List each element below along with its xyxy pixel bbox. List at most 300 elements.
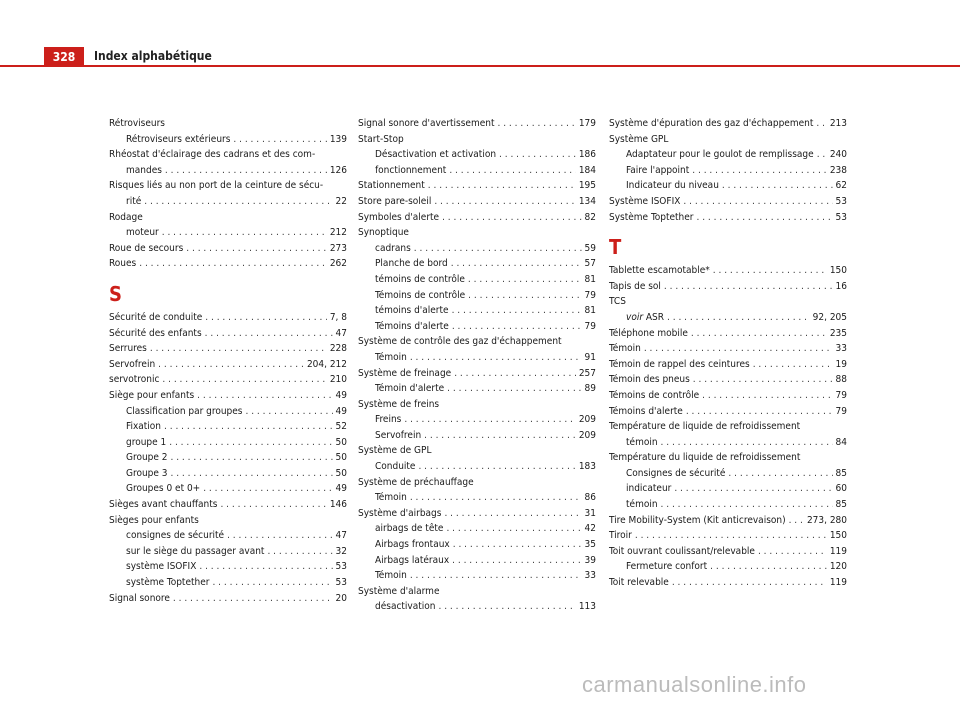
entry-page: 60 xyxy=(835,483,847,495)
watermark: carmanualsonline.info xyxy=(582,672,807,697)
index-entry xyxy=(358,116,596,132)
index-subentry xyxy=(109,419,347,435)
entry-term: témoin xyxy=(626,499,658,511)
entry-term: Sécurité de conduite xyxy=(109,311,203,323)
index-heading: Système de contrôle des gaz d'échappement xyxy=(358,336,562,348)
entry-term: témoin xyxy=(626,436,658,448)
entry-page: 81 xyxy=(584,273,596,285)
dot-leader xyxy=(446,521,581,537)
entry-term: Symboles d'alerte xyxy=(358,211,440,223)
index-heading: Risques liés au non port de la ceinture de sécu- xyxy=(109,180,324,192)
index-subentry xyxy=(358,459,596,475)
dot-leader xyxy=(710,559,827,575)
dot-leader xyxy=(753,357,833,373)
index-entry xyxy=(109,256,347,272)
dot-leader xyxy=(468,272,582,288)
entry-term: Toit relevable xyxy=(609,577,669,589)
entry-page: 47 xyxy=(335,530,347,542)
index-subentry xyxy=(109,559,347,575)
index-entry xyxy=(609,279,847,295)
entry-page: 85 xyxy=(835,467,847,479)
index-entry xyxy=(109,357,347,373)
entry-page: 150 xyxy=(829,265,847,277)
index-entry xyxy=(609,210,847,226)
entry-page: 39 xyxy=(584,554,596,566)
entry-term: Tiroir xyxy=(609,530,632,542)
entry-page: 92, 205 xyxy=(812,311,847,323)
entry-term: Classification par groupes xyxy=(126,405,243,417)
dot-leader xyxy=(683,194,832,210)
entry-term: Faire l'appoint xyxy=(626,164,690,176)
index-subentry xyxy=(358,381,596,397)
index-subentry xyxy=(109,163,347,179)
index-subentry xyxy=(109,466,347,482)
dot-leader xyxy=(227,528,332,544)
entry-term: mandes xyxy=(126,164,162,176)
index-subentry xyxy=(358,599,596,615)
dot-leader xyxy=(186,241,327,257)
index-entry xyxy=(109,388,347,404)
dot-leader xyxy=(758,544,827,560)
index-subentry xyxy=(609,178,847,194)
index-subentry xyxy=(358,412,596,428)
index-subentry xyxy=(109,404,347,420)
entry-page: 57 xyxy=(584,258,596,270)
entry-page: 212 xyxy=(329,227,347,239)
dot-leader xyxy=(205,326,333,342)
entry-term: système ISOFIX xyxy=(126,561,197,573)
entry-page: 53 xyxy=(835,195,847,207)
index-entry xyxy=(358,178,596,194)
entry-page: 139 xyxy=(329,133,347,145)
index-entry xyxy=(609,388,847,404)
entry-page: 213 xyxy=(829,118,847,129)
index-entry xyxy=(109,372,347,388)
section-letter: S xyxy=(109,281,122,306)
index-subentry xyxy=(358,521,596,537)
index-heading: Rodage xyxy=(109,211,143,223)
entry-term: Signal sonore xyxy=(109,592,170,604)
dot-leader xyxy=(246,404,333,420)
dot-leader xyxy=(233,132,326,148)
dot-leader xyxy=(414,241,582,257)
index-subentry xyxy=(358,537,596,553)
index-subentry xyxy=(609,497,847,513)
dot-leader xyxy=(144,194,332,210)
index-subentry xyxy=(609,559,847,575)
entry-page: 262 xyxy=(329,258,347,270)
dot-leader xyxy=(497,116,575,132)
index-heading: TCS xyxy=(609,296,626,308)
index-subentry xyxy=(358,350,596,366)
index-subentry xyxy=(358,428,596,444)
index-subentry xyxy=(109,225,347,241)
index-subentry xyxy=(609,466,847,482)
entry-page: 195 xyxy=(578,180,596,192)
entry-page: 91 xyxy=(584,351,596,363)
dot-leader xyxy=(686,404,833,420)
entry-page: 79 xyxy=(584,320,596,332)
dot-leader xyxy=(203,481,332,497)
index-heading: Température du liquide de refroidissement xyxy=(609,452,801,464)
entry-page: 238 xyxy=(829,164,847,176)
dot-leader xyxy=(499,147,576,163)
entry-page: 209 xyxy=(578,414,596,426)
entry-term: Consignes de sécurité xyxy=(626,467,726,479)
entry-term: Serrures xyxy=(109,343,147,355)
index-subentry xyxy=(109,544,347,560)
dot-leader xyxy=(220,497,326,513)
entry-term: Conduite xyxy=(375,461,416,473)
entry-page: 49 xyxy=(335,483,347,495)
entry-term: Témoin xyxy=(375,351,407,363)
dot-leader xyxy=(693,372,833,388)
index-entry xyxy=(609,194,847,210)
entry-page: 49 xyxy=(335,389,347,401)
entry-page: 16 xyxy=(835,280,847,292)
entry-page: 146 xyxy=(329,499,347,511)
entry-page: 183 xyxy=(578,461,596,473)
dot-leader xyxy=(454,366,576,382)
entry-page: 119 xyxy=(829,545,847,557)
entry-page: 89 xyxy=(584,383,596,395)
index-entry xyxy=(609,513,847,529)
entry-term: Témoin d'alerte xyxy=(375,383,445,395)
index-entry xyxy=(609,341,847,357)
dot-leader xyxy=(158,357,304,373)
entry-term: Rétroviseurs extérieurs xyxy=(126,133,231,145)
entry-term: groupe 1 xyxy=(126,436,167,448)
entry-term: Système Toptether xyxy=(609,211,694,223)
dot-leader xyxy=(162,372,326,388)
entry-page: 33 xyxy=(835,343,847,355)
entry-page: 22 xyxy=(335,195,347,207)
index-subentry xyxy=(609,310,847,326)
entry-page: 273 xyxy=(329,242,347,254)
entry-page: 50 xyxy=(335,452,347,464)
index-subentry xyxy=(358,163,596,179)
dot-leader xyxy=(816,116,826,132)
entry-page: 179 xyxy=(578,118,596,129)
entry-term: airbags de tête xyxy=(375,523,444,535)
entry-term: témoins de contrôle xyxy=(375,273,465,285)
entry-term: Signal sonore d'avertissement xyxy=(358,118,495,129)
entry-term: Témoins de contrôle xyxy=(375,289,466,301)
entry-term: Témoin xyxy=(375,570,407,582)
entry-page: 49 xyxy=(335,405,347,417)
entry-page: 257 xyxy=(578,367,596,379)
dot-leader xyxy=(212,575,332,591)
entry-page: 62 xyxy=(835,180,847,192)
entry-page: 47 xyxy=(335,327,347,339)
entry-term: voir ASR xyxy=(626,311,665,323)
entry-term: désactivation xyxy=(375,601,436,613)
entry-page: 235 xyxy=(829,327,847,339)
dot-leader xyxy=(439,599,576,615)
dot-leader xyxy=(468,288,581,304)
entry-term: cadrans xyxy=(375,242,411,254)
entry-term: sur le siège du passager avant xyxy=(126,545,265,557)
dot-leader xyxy=(451,256,582,272)
entry-page: 53 xyxy=(835,211,847,223)
dot-leader xyxy=(664,279,833,295)
index-heading: Système GPL xyxy=(609,133,669,145)
entry-page: 32 xyxy=(335,545,347,557)
index-subentry xyxy=(358,319,596,335)
entry-term: consignes de sécurité xyxy=(126,530,225,542)
dot-leader xyxy=(165,163,327,179)
entry-term: indicateur xyxy=(626,483,672,495)
entry-term: Système d'airbags xyxy=(358,507,442,519)
index-entry xyxy=(609,326,847,342)
entry-term: Indicateur du niveau xyxy=(626,180,719,192)
entry-page: 84 xyxy=(835,436,847,448)
dot-leader xyxy=(404,412,575,428)
dot-leader xyxy=(170,450,332,466)
dot-leader xyxy=(702,388,832,404)
index-entry xyxy=(109,116,347,132)
entry-term: Tablette escamotable* xyxy=(609,265,710,277)
entry-term: Fixation xyxy=(126,421,162,433)
entry-term: Sécurité des enfants xyxy=(109,327,202,339)
dot-leader xyxy=(453,537,582,553)
entry-page: 184 xyxy=(578,164,596,176)
entry-page: 20 xyxy=(335,592,347,604)
dot-leader xyxy=(661,497,833,513)
dot-leader xyxy=(667,310,810,326)
entry-term: Système d'épuration des gaz d'échappement xyxy=(609,118,814,129)
entry-page: 204, 212 xyxy=(306,358,347,370)
entry-page: 126 xyxy=(329,164,347,176)
index-entry xyxy=(609,372,847,388)
entry-page: 186 xyxy=(578,149,596,161)
dot-leader xyxy=(173,591,333,607)
index-heading: Système de GPL xyxy=(358,445,432,457)
entry-page: 81 xyxy=(584,305,596,317)
index-subentry xyxy=(109,435,347,451)
page-title: Index alphabétique xyxy=(94,49,212,63)
entry-term: Témoins d'alerte xyxy=(609,405,683,417)
dot-leader xyxy=(692,163,827,179)
index-entry xyxy=(358,210,596,226)
entry-page: 50 xyxy=(335,467,347,479)
index-entry xyxy=(609,116,847,132)
index-subentry xyxy=(109,132,347,148)
entry-term: Groupes 0 et 0+ xyxy=(126,483,201,495)
entry-page: 79 xyxy=(835,389,847,401)
entry-page: 120 xyxy=(829,561,847,573)
dot-leader xyxy=(410,490,582,506)
dot-leader xyxy=(722,178,833,194)
entry-page: 52 xyxy=(335,421,347,433)
index-subentry xyxy=(358,272,596,288)
entry-term: Roues xyxy=(109,258,137,270)
index-heading: Système d'alarme xyxy=(358,585,440,597)
entry-page: 79 xyxy=(584,289,596,301)
entry-term: Témoin des pneus xyxy=(609,374,690,386)
index-subentry xyxy=(109,194,347,210)
entry-page: 86 xyxy=(584,492,596,504)
page-number: 328 xyxy=(44,47,84,67)
dot-leader xyxy=(644,341,833,357)
dot-leader xyxy=(418,459,575,475)
dot-leader xyxy=(169,435,332,451)
index-subentry xyxy=(358,147,596,163)
index-subentry xyxy=(609,435,847,451)
entry-term: Témoin xyxy=(609,343,641,355)
entry-page: 31 xyxy=(584,507,596,519)
index-subentry xyxy=(609,147,847,163)
entry-page: 209 xyxy=(578,429,596,441)
index-entry xyxy=(609,263,847,279)
index-entry xyxy=(609,404,847,420)
dot-leader xyxy=(428,178,576,194)
entry-page: 240 xyxy=(829,149,847,161)
entry-page: 119 xyxy=(829,577,847,589)
entry-term: Sièges avant chauffants xyxy=(109,499,218,511)
entry-page: 59 xyxy=(584,242,596,254)
dot-leader xyxy=(442,210,581,226)
entry-term: Freins xyxy=(375,414,402,426)
entry-term: Système ISOFIX xyxy=(609,195,681,207)
index-subentry xyxy=(109,528,347,544)
entry-term: moteur xyxy=(126,227,159,239)
dot-leader xyxy=(691,326,827,342)
index-column-3 xyxy=(609,116,847,591)
entry-term: fonctionnement xyxy=(375,164,447,176)
index-subentry xyxy=(358,241,596,257)
index-entry xyxy=(358,194,596,210)
dot-leader xyxy=(674,481,832,497)
index-entry xyxy=(109,591,347,607)
entry-term: Témoin xyxy=(375,492,407,504)
entry-page: 42 xyxy=(584,523,596,535)
index-heading: Système de préchauffage xyxy=(358,476,474,488)
entry-term: Store pare-soleil xyxy=(358,195,432,207)
entry-page: 79 xyxy=(835,405,847,417)
dot-leader xyxy=(817,147,827,163)
dot-leader xyxy=(661,435,833,451)
index-entry xyxy=(609,575,847,591)
section-letter: T xyxy=(609,235,622,260)
entry-term: Témoin de rappel des ceintures xyxy=(609,358,750,370)
entry-term: Témoins d'alerte xyxy=(375,320,449,332)
entry-page: 134 xyxy=(578,195,596,207)
index-heading: Start-Stop xyxy=(358,133,404,145)
dot-leader xyxy=(170,466,332,482)
dot-leader xyxy=(139,256,327,272)
entry-page: 113 xyxy=(578,601,596,613)
entry-term: Groupe 2 xyxy=(126,452,168,464)
index-entry xyxy=(358,506,596,522)
index-entry xyxy=(109,326,347,342)
entry-term: Stationnement xyxy=(358,180,425,192)
index-subentry xyxy=(358,256,596,272)
index-heading: Température de liquide de refroidissement xyxy=(609,421,801,433)
index-subentry xyxy=(358,553,596,569)
entry-term: Toit ouvrant coulissant/relevable xyxy=(609,545,755,557)
entry-term: Fermeture confort xyxy=(626,561,708,573)
dot-leader xyxy=(728,466,832,482)
dot-leader xyxy=(452,319,582,335)
index-heading: Sièges pour enfants xyxy=(109,514,199,526)
entry-term: Téléphone mobile xyxy=(609,327,688,339)
entry-page: 85 xyxy=(835,499,847,511)
index-entry xyxy=(109,310,347,326)
index-entry xyxy=(609,357,847,373)
entry-page: 88 xyxy=(835,374,847,386)
entry-page: 150 xyxy=(829,530,847,542)
dot-leader xyxy=(162,225,327,241)
index-subentry xyxy=(109,481,347,497)
dot-leader xyxy=(424,428,576,444)
entry-term: Planche de bord xyxy=(375,258,448,270)
dot-leader xyxy=(267,544,332,560)
index-subentry xyxy=(609,481,847,497)
index-entry xyxy=(109,497,347,513)
index-entry xyxy=(609,528,847,544)
index-entry xyxy=(358,366,596,382)
entry-term: Siège pour enfants xyxy=(109,389,195,401)
entry-term: système Toptether xyxy=(126,577,210,589)
dot-leader xyxy=(713,263,827,279)
dot-leader xyxy=(672,575,827,591)
entry-page: 7, 8 xyxy=(329,311,347,323)
dot-leader xyxy=(449,163,576,179)
entry-term: Servofrein xyxy=(375,429,422,441)
entry-page: 19 xyxy=(835,358,847,370)
dot-leader xyxy=(150,341,327,357)
entry-term: Tire Mobility-System (Kit anticrevaison) xyxy=(609,514,786,526)
index-subentry xyxy=(109,450,347,466)
entry-term: servotronic xyxy=(109,374,160,386)
index-heading: Synoptique xyxy=(358,227,409,239)
dot-leader xyxy=(434,194,576,210)
entry-page: 33 xyxy=(584,570,596,582)
dot-leader xyxy=(452,553,581,569)
dot-leader xyxy=(197,388,332,404)
entry-term: Tapis de sol xyxy=(609,280,661,292)
index-entry xyxy=(609,544,847,560)
entry-page: 273, 280 xyxy=(806,514,847,526)
entry-page: 228 xyxy=(329,343,347,355)
dot-leader xyxy=(696,210,832,226)
entry-term: Servofrein xyxy=(109,358,156,370)
entry-term: rité xyxy=(126,195,142,207)
entry-page: 53 xyxy=(335,561,347,573)
index-column-2 xyxy=(358,116,596,615)
dot-leader xyxy=(444,506,581,522)
index-subentry xyxy=(358,568,596,584)
entry-page: 82 xyxy=(584,211,596,223)
entry-term: Désactivation et activation xyxy=(375,149,497,161)
index-column-1 xyxy=(109,116,347,606)
header-rule xyxy=(0,65,960,67)
dot-leader xyxy=(447,381,581,397)
index-subentry xyxy=(609,163,847,179)
dot-leader xyxy=(635,528,827,544)
entry-page: 53 xyxy=(335,577,347,589)
dot-leader xyxy=(410,350,582,366)
entry-term: Adaptateur pour le goulot de remplissage xyxy=(626,149,814,161)
entry-term: Groupe 3 xyxy=(126,467,168,479)
entry-term: Roue de secours xyxy=(109,242,184,254)
dot-leader xyxy=(199,559,332,575)
index-entry xyxy=(109,241,347,257)
entry-page: 210 xyxy=(329,374,347,386)
dot-leader xyxy=(410,568,582,584)
dot-leader xyxy=(205,310,327,326)
